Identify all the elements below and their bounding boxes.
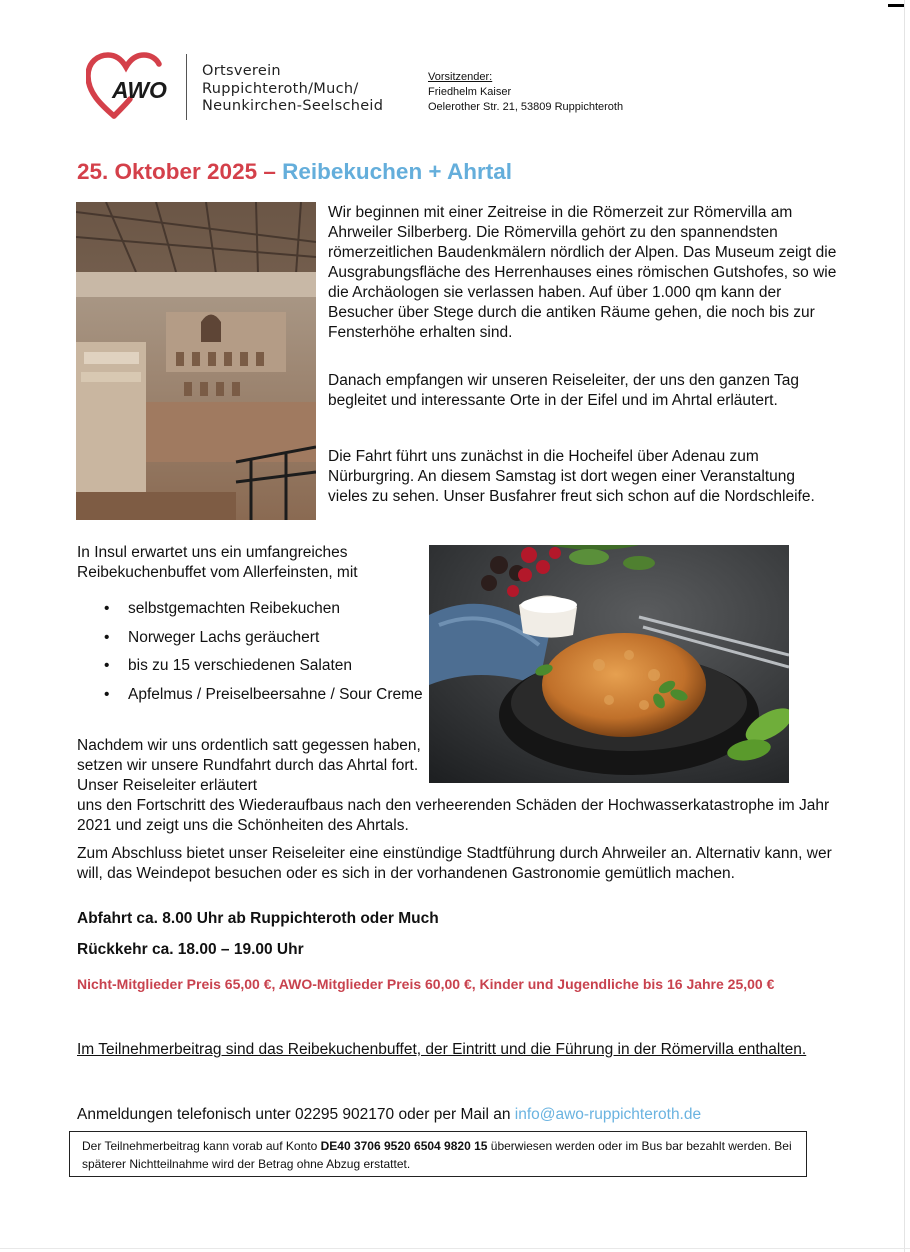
paragraph-tour-continued: uns den Fortschritt des Wiederaufbaus nach den verheerenden Schäden der Hochwasserkatastrophe im Jahr 2021 und zeigt uns die Schönheiten des Ahrtals. [77,797,830,834]
list-item: • Apfelmus / Preiselbeersahne / Sour Creme [104,685,423,703]
org-line-1: Ortsverein [202,63,281,79]
list-item: • Norweger Lachs geräuchert [104,628,320,646]
paragraph-ahrweiler: Zum Abschluss bietet unser Reiseleiter eine einstündige Stadtführung durch Ahrweiler an. Alternativ kann, wer will, das Weindepot besuchen oder es sich in der vorhandenen Gastronomie gemütlich machen. [77,845,832,882]
chairman-block [428,70,623,115]
departure-info: Abfahrt ca. 8.00 Uhr ab Ruppichteroth oder Much [77,910,439,927]
org-name [202,63,383,116]
logo-text: AWO [112,77,167,103]
chair-name: Friedhelm Kaiser [428,86,512,98]
scan-edge-bottom [0,1248,910,1249]
buffet-list [104,599,424,713]
page-title [77,159,512,185]
included-info: Im Teilnehmerbeitrag sind das Reibekuchenbuffet, der Eintritt und die Führung in der Römervilla enthalten. [77,1041,807,1058]
return-info: Rückkehr ca. 18.00 – 19.00 Uhr [77,941,304,958]
email-link[interactable]: info@awo-ruppichteroth.de [514,1106,702,1123]
reibekuchen-photo [429,545,789,783]
org-line-3: Neunkirchen-Seelscheid [202,98,384,114]
iban: DE40 3706 9520 6504 9820 15 [320,1139,488,1153]
paragraph-nuerburgring: Die Fahrt führt uns zunächst in die Hocheifel über Adenau zum Nürburgring. An diesem Samstag ist dort wegen einer Veranstaltung vieles zu sehen. Unser Busfahrer freut sich schon auf die Nordschleife. [328,448,815,505]
payment-box [69,1131,807,1177]
logo-divider [186,54,187,120]
title-date: 25. Oktober 2025 – [77,159,276,184]
price-info: Nicht-Mitglieder Preis 65,00 €, AWO-Mitglieder Preis 60,00 €, Kinder und Jugendliche bis 16 Jahre 25,00 € [77,976,775,992]
paragraph-insul: In Insul erwartet uns ein umfangreiches Reibekuchenbuffet vom Allerfeinsten, mit [77,544,358,581]
title-topic: Reibekuchen + Ahrtal [282,159,512,184]
payment-text-before: Der Teilnehmerbeitrag kann vorab auf Konto [82,1139,318,1153]
paragraph-roman-villa: Wir beginnen mit einer Zeitreise in die Römerzeit zur Römervilla am Ahrweiler Silberberg. Die Römervilla gehört zu den spannendsten römerzeitlichen Baudenkmälern nördlich der Alpen. Das Museum zeigt die Ausgrabungsfläche des Herrenhauses eines römischen Gutshofes, so wie die Archäologen sie verlassen haben. Auf über 1.000 qm kann der Besucher über Stege durch die antiken Räume gehen, die noch bis zur Fensterhöhe erhalten sind. [328,204,837,341]
org-line-2: Ruppichteroth/Much/ [202,80,359,97]
paragraph-guide: Danach empfangen wir unseren Reiseleiter, der uns den ganzen Tag begleitet und interessante Orte in der Eifel und im Ahrtal erläutert. [328,372,800,409]
awo-logo [86,52,178,120]
registration-text: Anmeldungen telefonisch unter 02295 902170 oder per Mail an [77,1106,511,1123]
roman-villa-photo [76,202,316,520]
payment-text-after: überwiesen werden oder im Bus bar bezahlt werden. Bei späterer Nichtteilnahme wird der Betrag ohne Abzug erstattet. [82,1139,792,1171]
chair-label: Vorsitzender: [428,71,493,83]
chair-address: Oelerother Str. 21, 53809 Ruppichteroth [428,101,624,113]
scan-edge [904,0,905,1252]
list-item: • bis zu 15 verschiedenen Salaten [104,657,353,674]
paragraph-tour: Nachdem wir uns ordentlich satt gegessen haben, setzen wir unsere Rundfahrt durch das Ahrtal fort. Unser Reiseleiter erläutert [77,737,421,794]
scan-mark [888,4,904,7]
list-item: • selbstgemachten Reibekuchen [104,600,340,617]
registration-info [77,1106,701,1124]
